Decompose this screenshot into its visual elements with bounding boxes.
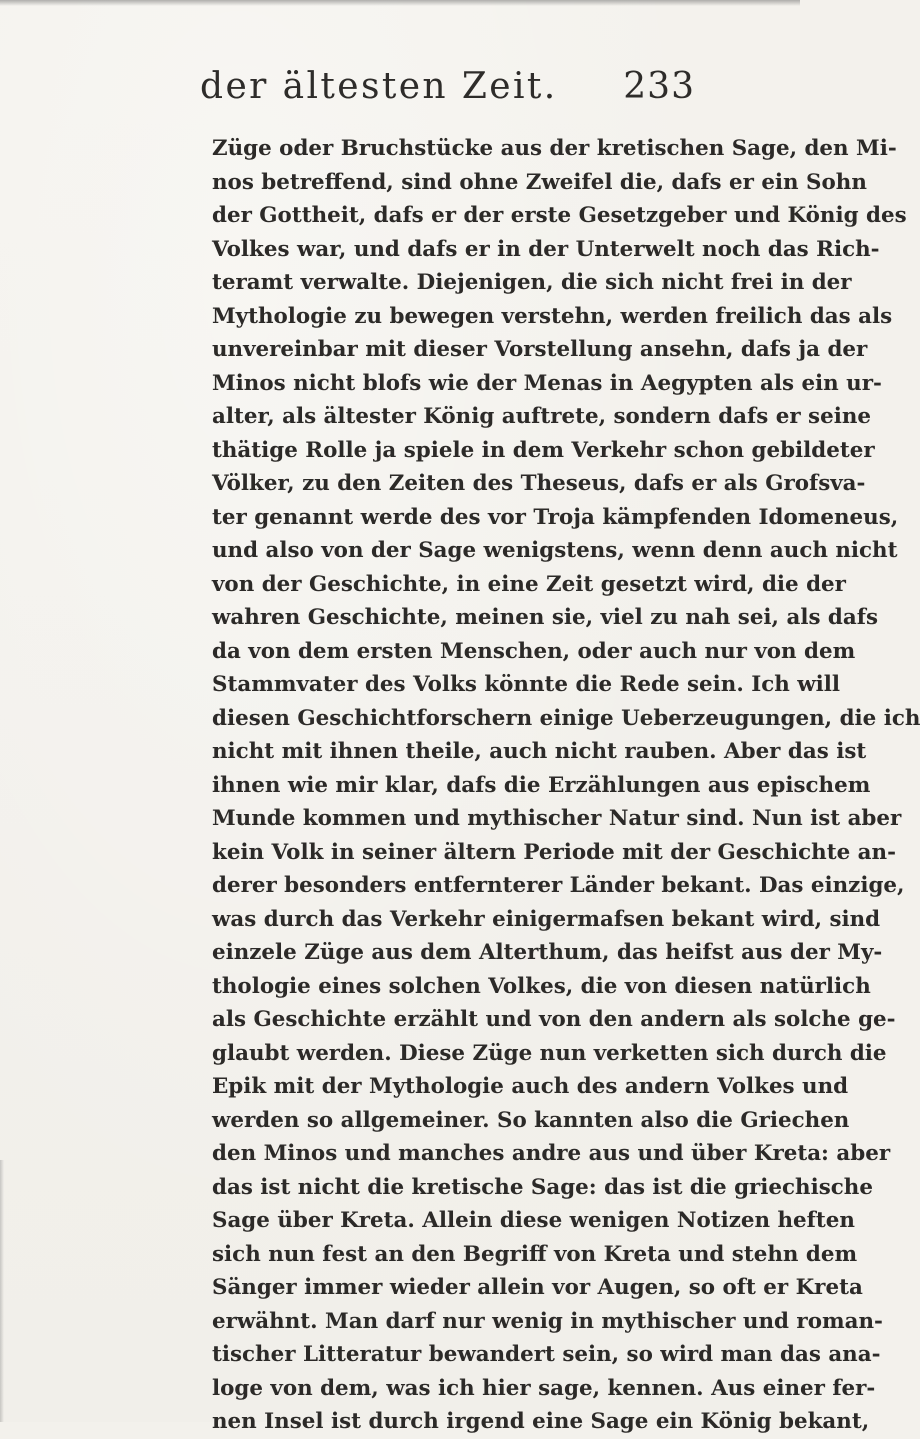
text-line: werden so allgemeiner. So kannten also die Griechen [212,1107,850,1133]
running-head: der ältesten Zeit. [200,66,558,107]
top-edge-shadow [0,0,800,6]
text-line: glaubt werden. Diese Züge nun verketten sich durch die [212,1040,887,1066]
text-line: alter, als ältester König auftrete, sondern dafs er seine [212,404,871,429]
text-line: den Minos und manches andre aus und über Kreta: aber [212,1141,891,1166]
text-line: wahren Geschichte, meinen sie, viel zu nah sei, als dafs [212,605,878,630]
page-header [200,66,695,116]
text-line: und also von der Sage wenigstens, wenn denn auch nicht [212,538,898,563]
text-line: Volkes war, und dafs er in der Unterwelt noch das Rich- [212,236,880,262]
text-line: einzele Züge aus dem Alterthum, das heifst aus der My- [212,940,883,965]
left-edge-shadow [0,1160,4,1422]
text-line: derer besonders entfernterer Länder bekant. Das einzige, [212,873,905,898]
text-line: Sänger immer wieder allein vor Augen, so oft er Kreta [212,1275,863,1300]
text-line: ter genannt werde des vor Troja kämpfenden Idomeneus, [212,504,899,530]
text-line: Mythologie zu bewegen verstehn, werden freilich das als [212,303,893,329]
text-line: tischer Litteratur bewandert sein, so wird man das ana- [212,1342,881,1367]
text-line: Sage über Kreta. Allein diese wenigen Notizen heften [212,1208,855,1233]
text-line: Epik mit der Mythologie auch des andern Volkes und [212,1074,849,1099]
text-line: Züge oder Bruchstücke aus der kretischen Sage, den Mi- [212,136,897,161]
text-line: sich nun fest an den Begriff von Kreta und stehn dem [212,1241,858,1267]
text-line: Völker, zu den Zeiten des Theseus, dafs er als Grofsva- [212,471,866,496]
text-line: das ist nicht die kretische Sage: das ist die griechische [212,1174,873,1200]
text-line: thätige Rolle ja spiele in dem Verkehr schon gebildeter [212,437,875,463]
text-line: nicht mit ihnen theile, auch nicht rauben. Aber das ist [212,739,867,764]
text-line: ihnen wie mir klar, dafs die Erzählungen aus epischem [212,772,871,798]
text-line: diesen Geschichtforschern einige Ueberzeugungen, die ich [212,705,920,731]
text-line: als Geschichte erzählt und von den andern als solche ge- [212,1007,896,1032]
text-line: nos betreffend, sind ohne Zweifel die, dafs er ein Sohn [212,169,867,195]
text-line: Minos nicht blofs wie der Menas in Aegypten als ein ur- [212,370,882,396]
text-line: teramt verwalte. Diejenigen, die sich nicht frei in der [212,270,852,295]
text-line: Munde kommen und mythischer Natur sind. Nun ist aber [212,806,902,831]
text-line: der Gottheit, dafs er der erste Gesetzgeber und König des [212,203,907,228]
text-line: loge von dem, was ich hier sage, kennen. Aus einer fer- [212,1375,876,1401]
text-line: erwähnt. Man darf nur wenig in mythischer und roman- [212,1308,883,1334]
text-line: nen Insel ist durch irgend eine Sage ein König bekant, [212,1409,870,1434]
text-line: Stammvater des Volks könnte die Rede sein. Ich will [212,672,841,697]
page-number: 233 [623,66,695,107]
text-line: unvereinbar mit dieser Vorstellung ansehn, dafs ja der [212,337,868,362]
text-line: thologie eines solchen Volkes, die von diesen natürlich [212,973,871,999]
text-line: von der Geschichte, in eine Zeit gesetzt wird, die der [212,571,846,597]
body-text [212,132,920,1439]
text-line: was durch das Verkehr einigermafsen bekant wird, sind [212,906,881,932]
text-line: kein Volk in seiner ältern Periode mit der Geschichte an- [212,839,896,865]
text-line: da von dem ersten Menschen, oder auch nur von dem [212,638,856,664]
